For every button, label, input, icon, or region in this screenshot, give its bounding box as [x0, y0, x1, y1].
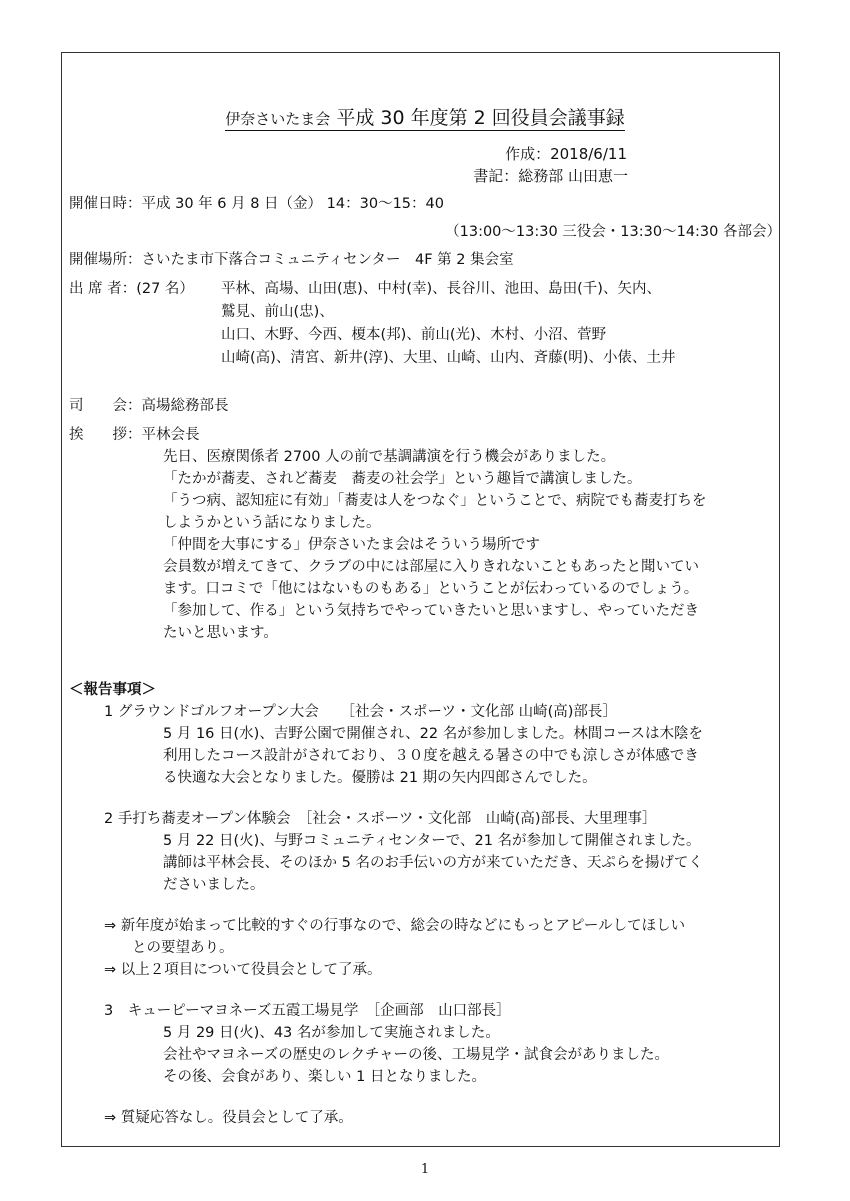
attendance-label: 出 席 者：(27 名） — [69, 281, 194, 297]
attendee-line: 山崎(高)、清宮、新井(淳)、大里、山崎、山内、斉藤(明)、小俵、土井 — [221, 350, 676, 366]
report-item-line: る快適な大会となりました。優勝は 21 期の矢内四郎さんでした。 — [163, 770, 597, 786]
greeting-line: 「うつ病、認知症に有効」「蕎麦は人をつなぐ」ということで、病院でも蕎麦打ちを — [163, 493, 707, 509]
report-item-line: 講師は平林会長、そのほか 5 名のお手伝いの方が来ていただき、天ぷらを揚げてく — [163, 855, 703, 871]
attendee-line: 山口、木野、今西、榎本(邦)、前山(光)、木村、小沼、菅野 — [221, 327, 607, 343]
greeting-line: ます。口コミで「他にはないものもある」ということが伝わっているのでしょう。 — [163, 581, 699, 597]
meeting-datetime: 開催日時：平成 30 年 6 月 8 日（金） 14：30～15：40 — [69, 196, 444, 212]
scribe: 書記：総務部 山田恵一 — [473, 167, 628, 185]
created-date: 作成：2018/6/11 — [505, 145, 627, 163]
report-item-title: 1 グラウンドゴルフオープン大会 ［社会・スポーツ・文化部 山崎(高)部長］ — [104, 704, 617, 720]
report-item-line: その後、会食があり、楽しい 1 日となりました。 — [163, 1069, 486, 1085]
report-note: ⇒ 以上２項目について役員会として了承。 — [104, 962, 382, 978]
attendee-line: 平林、高場、山田(恵)、中村(幸)、長谷川、池田、島田(千)、矢内、 — [221, 281, 661, 297]
attendee-line: 鷲見、前山(忠)、 — [221, 304, 334, 320]
meeting-venue: 開催場所：さいたま市下落合コミュニティセンター 4F 第 2 集会室 — [69, 252, 514, 268]
page-number: 1 — [420, 1162, 430, 1177]
report-item-title: 2 手打ち蕎麦オープン体験会 ［社会・スポーツ・文化部 山崎(高)部長、大里理事］ — [104, 811, 657, 827]
greeting-line: たいと思います。 — [163, 625, 278, 641]
report-item-line: 5 月 16 日(水)、吉野公園で開催され、22 名が参加しました。林間コースは木陰を — [163, 726, 704, 742]
report-heading: ＜報告事項＞ — [69, 682, 156, 698]
greeting-line: 会員数が増えてきて、クラブの中には部屋に入りきれないこともあったと聞いてい — [163, 559, 700, 575]
greeting-line: しようかという話になりました。 — [163, 515, 381, 531]
report-note: ⇒ 新年度が始まって比較的すぐの行事なので、総会の時などにもっとアピールしてほしい — [104, 918, 686, 934]
greeting-line: 「参加して、作る」という気持ちでやっていきたいと思いますし、やっていただき — [163, 603, 700, 619]
report-item-line: 5 月 22 日(火)、与野コミュニティセンターで、21 名が参加して開催されました。 — [163, 833, 701, 849]
report-item-line: 会社やマヨネーズの歴史のレクチャーの後、工場見学・試食会がありました。 — [163, 1047, 670, 1063]
report-note: ⇒ 質疑応答なし。役員会として了承。 — [104, 1110, 353, 1126]
greeting-label: 挨 拶：平林会長 — [69, 427, 200, 443]
title-org: 伊奈さいたま会 — [225, 110, 331, 128]
title-main: 平成 30 年度第 2 回役員会議事録 — [336, 107, 625, 129]
report-note: との要望あり。 — [132, 940, 234, 956]
greeting-line: 「たかが蕎麦、されど蕎麦 蕎麦の社会学」という趣旨で講演しました。 — [163, 471, 642, 487]
document-title — [0, 104, 850, 133]
greeting-line: 先日、医療関係者 2700 人の前で基調講演を行う機会がありました。 — [163, 449, 616, 465]
report-item-title: 3 キューピーマヨネーズ五霞工場見学 ［企画部 山口部長］ — [104, 1003, 511, 1019]
meeting-datetime-note: （13:00～13:30 三役会・13:30～14:30 各部会） — [445, 224, 781, 240]
report-item-line: 利用したコース設計がされており、３０度を越える暑さの中でも涼しさが体感でき — [163, 748, 699, 764]
report-item-line: ださいました。 — [163, 877, 265, 893]
greeting-line: 「仲間を大事にする」伊奈さいたま会はそういう場所です — [163, 537, 540, 553]
chair: 司 会：高場総務部長 — [69, 398, 229, 414]
report-item-line: 5 月 29 日(火)、43 名が参加して実施されました。 — [163, 1025, 500, 1041]
